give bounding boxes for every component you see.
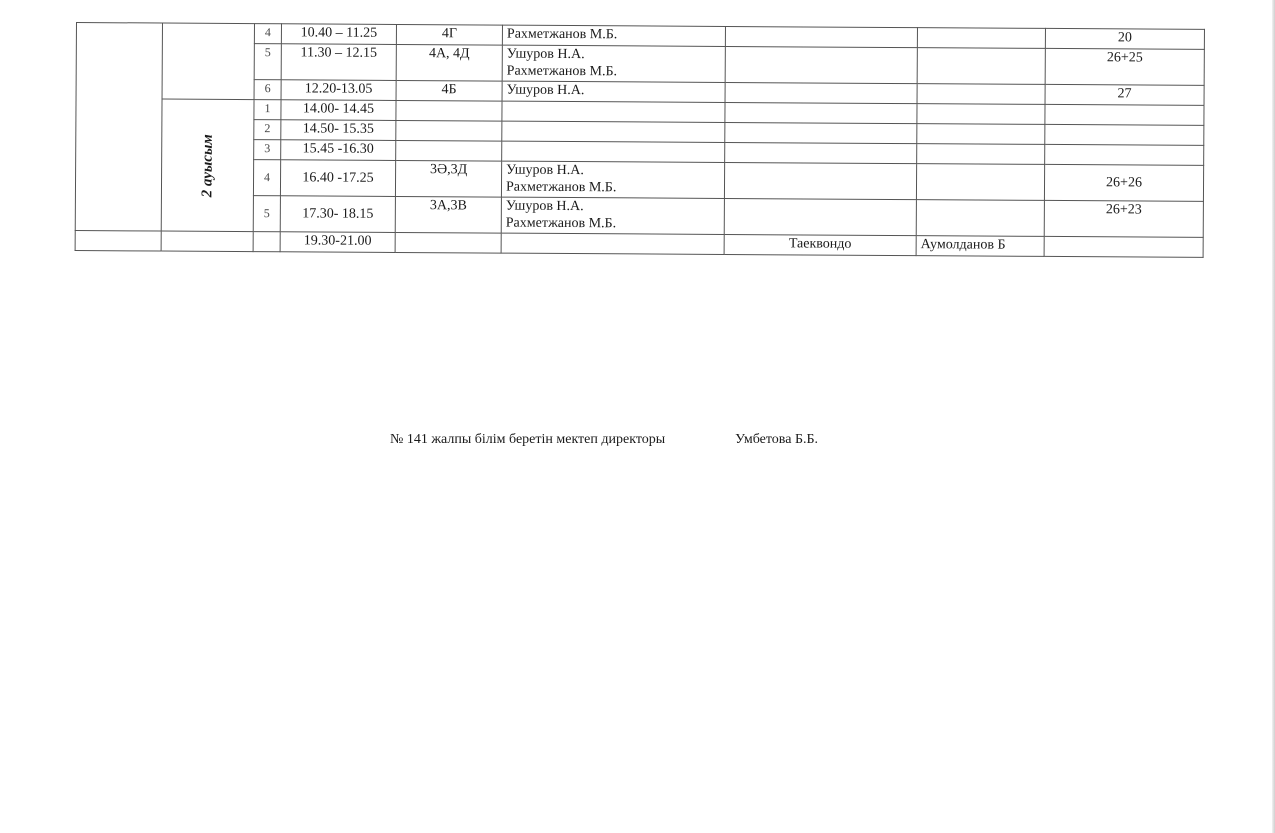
coach-cell: [916, 164, 1044, 201]
lesson-number: 5: [254, 44, 281, 80]
teacher-name: [506, 234, 720, 235]
student-count: [1044, 236, 1203, 257]
teacher-name: Рахметжанов М.Б.: [505, 215, 617, 232]
shift-blank-cell: [162, 23, 254, 100]
class-name: 4Г: [396, 24, 502, 45]
teacher-name: Рахметжанов М.Б.: [506, 63, 618, 80]
lesson-time: 11.30 – 12.15: [281, 44, 396, 81]
lesson-number: 3: [254, 140, 281, 160]
coach-cell: [917, 124, 1045, 145]
lesson-time: 19.30-21.00: [280, 232, 395, 253]
left-blank-cell: [75, 23, 162, 232]
teacher-cell: [502, 81, 725, 102]
student-count: [1045, 144, 1204, 165]
teacher-cell: [502, 25, 725, 46]
teacher-cell: [501, 233, 724, 254]
teacher-name: Ушуров Н.А.: [506, 162, 584, 179]
student-count: [1045, 104, 1204, 125]
teacher-cell: [502, 45, 725, 82]
shift-label-cell: [161, 99, 254, 232]
class-name: 4Б: [396, 80, 502, 101]
class-name: [396, 100, 502, 121]
lesson-number: 2: [254, 120, 281, 140]
lesson-time: 12.20-13.05: [281, 80, 396, 101]
director-signature-line: [390, 432, 818, 448]
lesson-number: 5: [253, 196, 280, 232]
class-name: 3А,3В: [395, 196, 501, 233]
teacher-name: [506, 142, 720, 143]
shift-blank-cell: [161, 231, 253, 252]
teacher-cell: [501, 161, 724, 198]
class-name: 4А, 4Д: [396, 44, 502, 81]
teacher-name: Ушуров Н.А.: [505, 198, 584, 215]
director-title: № 141 жалпы білім беретін мектеп директоры: [390, 432, 666, 447]
teacher-cell: [502, 121, 725, 142]
lesson-time: 17.30- 18.15: [280, 196, 395, 233]
sport-cell: [725, 142, 917, 163]
shift-label: 2 ауысым: [198, 133, 216, 197]
teacher-cell: [502, 141, 725, 162]
lesson-time: 16.40 -17.25: [280, 160, 395, 197]
student-count: 20: [1045, 28, 1204, 49]
student-count: 27: [1045, 84, 1204, 105]
teacher-name: Рахметжанов М.Б.: [505, 179, 617, 196]
student-count: 26+26: [1044, 164, 1203, 201]
lesson-time: 10.40 – 11.25: [281, 24, 396, 45]
coach-cell: [917, 84, 1045, 105]
student-count: 26+23: [1044, 200, 1203, 237]
coach-cell: [917, 48, 1045, 85]
director-name: Умбетова Б.Б.: [735, 432, 819, 447]
sport-cell: [725, 26, 917, 47]
sport-cell: [725, 102, 917, 123]
teacher-cell: [502, 101, 725, 122]
student-count: [1045, 124, 1204, 145]
class-name: [396, 120, 502, 141]
lesson-time: 14.50- 15.35: [281, 120, 396, 141]
lesson-number: 4: [253, 160, 280, 196]
sport-cell: [725, 82, 917, 103]
sport-cell: [724, 198, 916, 235]
teacher-name: [506, 122, 720, 123]
class-name: 3Ә,3Д: [395, 160, 501, 197]
coach-cell: [917, 104, 1045, 125]
lesson-time: 15.45 -16.30: [281, 140, 396, 161]
class-name: [395, 232, 501, 253]
sport-cell: Таеквондо: [724, 234, 916, 255]
teacher-name: Ушуров Н.А.: [506, 82, 585, 99]
sport-cell: [725, 46, 917, 83]
left-blank-cell: [75, 230, 161, 251]
coach-cell: [916, 200, 1044, 237]
coach-cell: [917, 28, 1045, 49]
sport-cell: [724, 162, 916, 199]
lesson-number: 4: [254, 24, 281, 44]
teacher-name: Ушуров Н.А.: [506, 46, 585, 63]
teacher-name: Рахметжанов М.Б.: [506, 26, 618, 43]
class-name: [396, 140, 502, 161]
lesson-number: 1: [254, 100, 281, 120]
student-count: 26+25: [1045, 48, 1204, 85]
teacher-cell: [501, 197, 724, 234]
schedule-sheet: [75, 22, 1205, 258]
sport-cell: [725, 122, 917, 143]
lesson-time: 14.00- 14.45: [281, 100, 396, 121]
lesson-number: [253, 232, 280, 252]
schedule-table: [75, 22, 1205, 258]
coach-cell: Аумолданов Б: [916, 236, 1044, 257]
teacher-name: [507, 102, 721, 103]
coach-cell: [917, 144, 1045, 165]
lesson-number: 6: [254, 80, 281, 100]
